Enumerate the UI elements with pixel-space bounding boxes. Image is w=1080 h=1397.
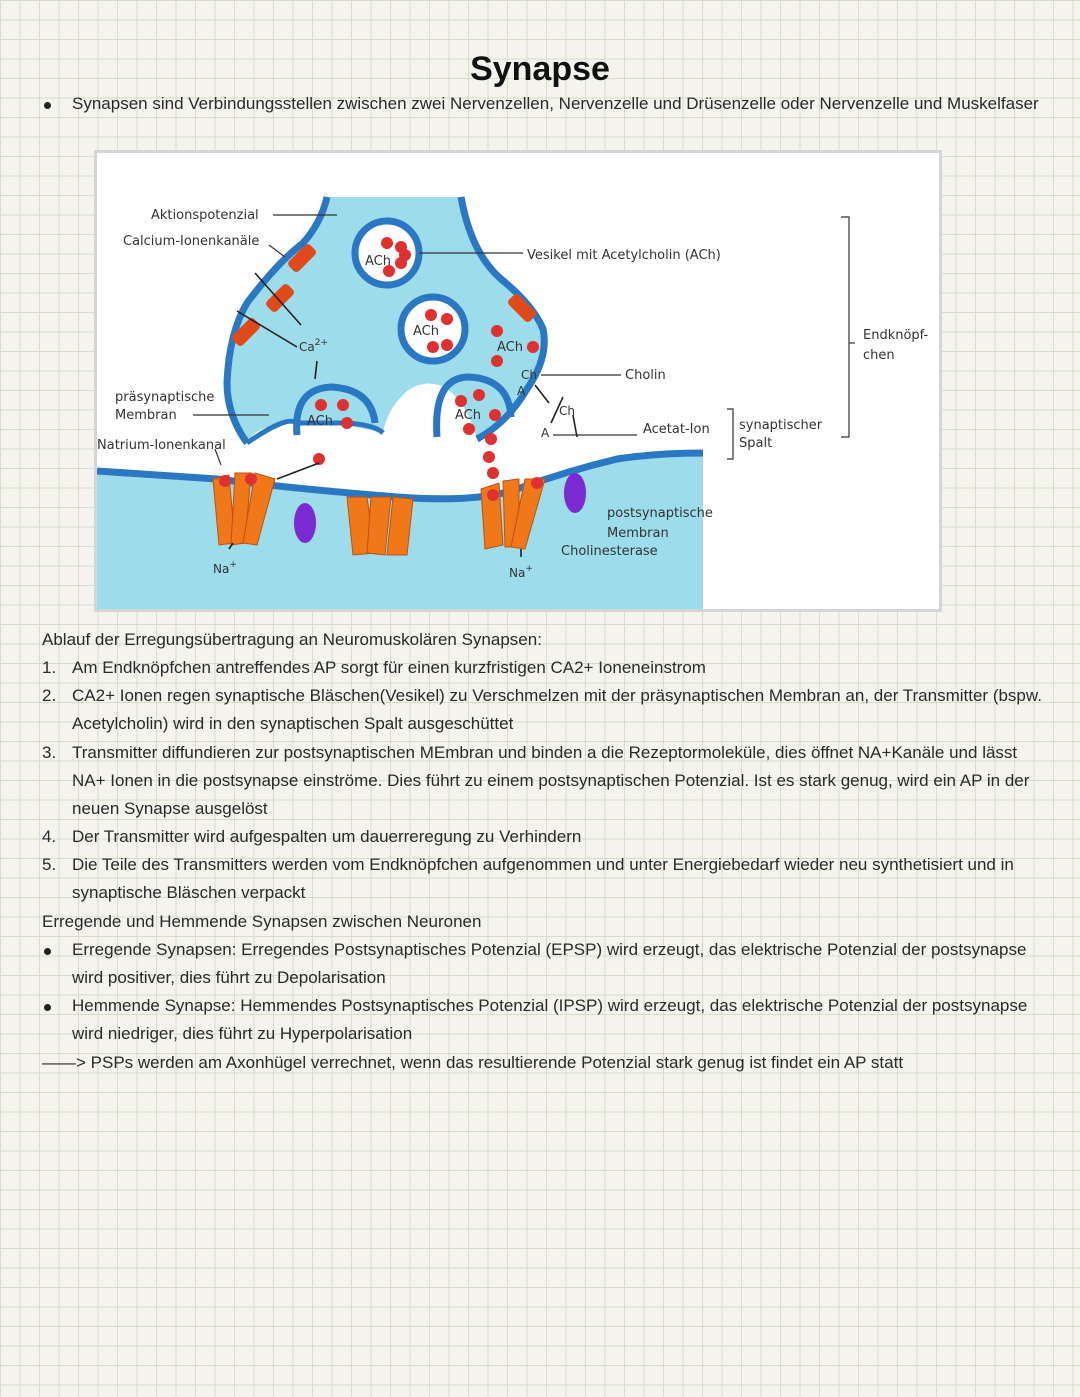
step-text: Am Endknöpfchen antreffendes AP sorgt für einen kurzfristigen CA2+ Ioneneinstrom [72,658,706,677]
label-natrium-ionenkanal: Natrium-Ionenkanal [97,438,226,453]
step-number: 4. [42,827,57,846]
vesicle-middle [401,297,465,361]
label-synaptischer-spalt-1: synaptischer [739,418,823,433]
step-3 [42,739,1042,824]
bullet-text: Hemmende Synapse: Hemmendes Postsynaptisches Potenzial (IPSP) wird erzeugt, das elektrische Potenzial der postsynapse wird niedriger, dies führt zu Hyperpolarisation [72,996,1028,1044]
label-cholin: Cholin [625,368,666,383]
label-vesikel: Vesikel mit Acetylcholin (ACh) [527,248,721,263]
step-number: 5. [42,855,57,874]
label-synaptischer-spalt-2: Spalt [739,436,773,451]
page-title: Synapse [470,50,610,88]
ch-label: Ch [521,368,537,382]
ablauf-heading: Ablauf der Erregungsübertragung an Neuromuskolären Synapsen: [42,630,542,649]
step-text: Die Teile des Transmitters werden vom Endknöpfchen aufgenommen und unter Energiebedarf wieder neu synthetisiert und in synaptische Bläschen verpackt [72,855,1014,903]
step-5 [42,851,1042,907]
step-text: Der Transmitter wird aufgespalten um dauerreregung zu Verhindern [72,827,582,846]
bullet-dot [44,1004,51,1011]
intro-text: Synapsen sind Verbindungsstellen zwischen zwei Nervenzellen, Nervenzelle und Drüsenzelle oder Nervenzelle und Muskelfaser [72,94,1039,113]
ach-label: ACh [497,340,523,355]
step-text: CA2+ Ionen regen synaptische Bläschen(Vesikel) zu Verschmelzen mit der präsynaptischen Membran an, der Transmitter (bspw. Acetylcholin) wird in den synaptischen Spalt ausgeschüttet [72,686,1042,734]
step-number: 1. [42,658,57,677]
label-endknoepfchen-1: Endknöpf- [863,328,929,343]
label-praesynaptische-membran-2: Membran [115,408,177,423]
bullet-dot [44,948,51,955]
ach-label: ACh [307,414,333,429]
cholinesterase-left [294,503,316,543]
label-postsynaptische-membran-1: postsynaptische [607,506,713,521]
ach-label: ACh [365,254,391,269]
ach-molecule [491,355,503,367]
vesicle-top [355,221,419,285]
label-postsynaptische-membran-2: Membran [607,526,669,541]
cholinesterase-right [564,473,586,513]
ca-label: $Ca^{2+}$ [299,338,329,354]
ach-molecule [527,341,539,353]
bullet-dot [44,102,51,109]
bullet-text: Erregende Synapsen: Erregendes Postsynaptisches Potenzial (EPSP) wird erzeugt, das elektrische Potenzial der postsynapse wird positiver, dies führt zu Depolarisation [72,940,1027,988]
intro-bullet [42,90,1042,118]
synapse-diagram-svg [97,153,939,609]
ach-molecule [491,325,503,337]
ch-label: Ch [559,404,575,418]
ach-label: ACh [413,324,439,339]
step-number: 2. [42,686,57,705]
conclusion: ——> PSPs werden am Axonhügel verrechnet, wenn das resultierende Potenzial stark genug ist findet ein AP statt [42,1053,904,1072]
bullet-ipsp [42,992,1042,1048]
step-2 [42,682,1042,738]
bullet-epsp [42,936,1042,992]
label-acetat-ion: Acetat-Ion [643,422,710,437]
label-cholinesterase: Cholinesterase [561,544,658,559]
step-1 [42,654,1042,682]
label-aktionspotenzial: Aktionspotenzial [151,208,259,223]
label-endknoepfchen-2: chen [863,348,895,363]
step-number: 3. [42,743,57,762]
a-label: A [541,426,550,440]
label-praesynaptische-membran-1: präsynaptische [115,390,215,405]
label-calcium-ionenkanaele: Calcium-Ionenkanäle [123,234,260,249]
step-text: Transmitter diffundieren zur postsynaptischen MEmbran und binden a die Rezeptormoleküle, dies öffnet NA+Kanäle und lässt NA+ Ionen in die postsynapse einströme. Dies führt zu einem postsynaptischen Potenzial. Ist es stark genug, wird ein AP in der neuen Synapse ausgelöst [72,743,1030,819]
na-label: Na+ [509,564,533,580]
sodium-channel-middle [347,497,413,555]
step-4 [42,823,1042,851]
na-label: Na+ [213,560,237,576]
section2-heading: Erregende und Hemmende Synapsen zwischen Neuronen [42,912,482,931]
a-label: A [517,384,526,398]
ach-label: ACh [455,408,481,423]
synapse-diagram [94,150,942,612]
